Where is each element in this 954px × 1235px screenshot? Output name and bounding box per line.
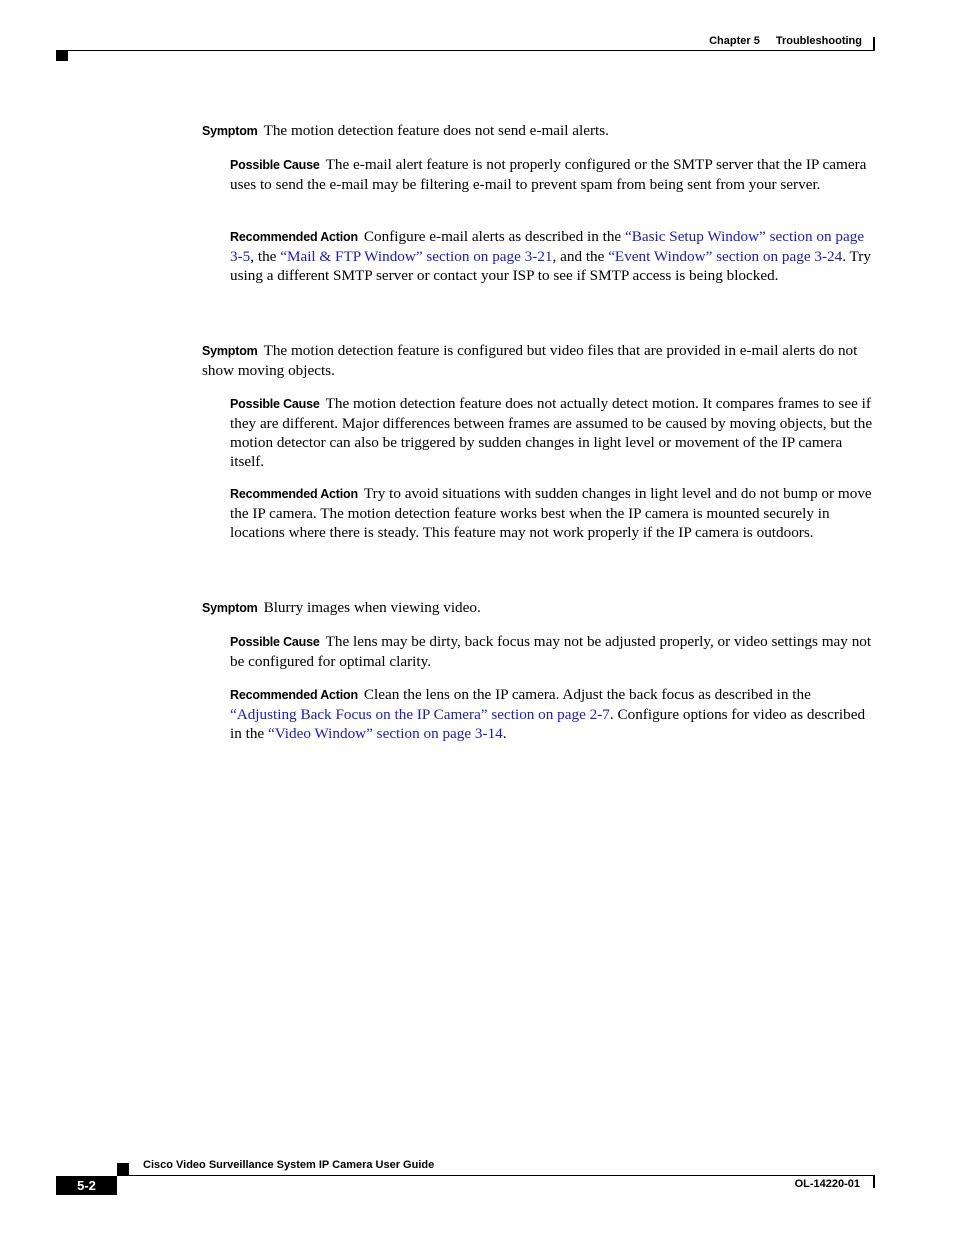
symptom-3 <box>202 598 874 618</box>
possible-cause-2 <box>230 394 874 471</box>
symptom-label: Symptom <box>202 124 258 138</box>
recommended-action-1 <box>230 227 874 285</box>
symptom-text: The motion detection feature does not send e-mail alerts. <box>263 122 609 139</box>
action-text: , and the <box>552 248 609 265</box>
basic-setup-window-link[interactable]: “Basic Setup Window” section on page 3-5 <box>230 228 865 265</box>
recommended-action-label: Recommended Action <box>230 688 358 702</box>
action-text: . <box>502 725 507 742</box>
recommended-action-label: Recommended Action <box>230 230 358 244</box>
symptom-2 <box>202 341 874 380</box>
symptom-text: The motion detection feature is configured but video files that are provided in e-mail alerts do not show moving objects. <box>202 342 858 379</box>
action-text: Try to avoid situations with sudden changes in light level and do not bump or move the IP camera. The motion detection feature works best when the IP camera is mounted securely in locations where there is steady. This feature may not work properly if the IP camera is outdoors. <box>230 485 872 541</box>
symptom-label: Symptom <box>202 601 258 615</box>
event-window-link[interactable]: “Event Window” section on page 3-24 <box>608 248 843 265</box>
possible-cause-text: The motion detection feature does not actually detect motion. It compares frames to see if they are different. Major differences between frames are assumed to be caused by moving objects, but the motion detector can also be triggered by sudden changes in light level or movement of the IP camera itself. <box>230 395 873 470</box>
footer-guide-title: Cisco Video Surveillance System IP Camera User Guide <box>143 1159 435 1171</box>
running-header <box>709 35 862 47</box>
header-section: Troubleshooting <box>775 35 862 47</box>
possible-cause-1 <box>230 155 874 194</box>
footer-rule <box>117 1175 875 1176</box>
recommended-action-label: Recommended Action <box>230 487 358 501</box>
possible-cause-label: Possible Cause <box>230 635 320 649</box>
footer-tick <box>873 1176 875 1188</box>
possible-cause-label: Possible Cause <box>230 158 320 172</box>
page-number: 5-2 <box>56 1176 117 1195</box>
mail-ftp-window-link[interactable]: “Mail & FTP Window” section on page 3-21 <box>280 248 553 265</box>
symptom-text: Blurry images when viewing video. <box>263 599 481 616</box>
recommended-action-2 <box>230 484 874 542</box>
symptom-1 <box>202 121 874 141</box>
footer-marker <box>117 1163 129 1175</box>
recommended-action-3 <box>230 685 874 743</box>
header-tick <box>873 37 875 50</box>
action-text: , the <box>250 248 281 265</box>
possible-cause-3 <box>230 632 874 671</box>
header-rule <box>56 50 875 51</box>
action-text: . Try using a different SMTP server or contact your ISP to see if SMTP access is being blocked. <box>230 248 871 284</box>
possible-cause-label: Possible Cause <box>230 397 320 411</box>
possible-cause-text: The e-mail alert feature is not properly configured or the SMTP server that the IP camera uses to send the e-mail may be filtering e-mail to prevent spam from being sent from your server. <box>230 156 867 193</box>
possible-cause-text: The lens may be dirty, back focus may not be adjusted properly, or video settings may not be configured for optimal clarity. <box>230 633 872 670</box>
header-marker <box>56 51 68 61</box>
action-text: . Configure options for video as described in the <box>230 706 866 742</box>
symptom-label: Symptom <box>202 344 258 358</box>
video-window-link[interactable]: “Video Window” section on page 3-14 <box>267 725 503 742</box>
document-number: OL-14220-01 <box>794 1178 860 1190</box>
header-chapter: Chapter 5 <box>709 35 760 47</box>
action-text: Configure e-mail alerts as described in the <box>363 228 625 245</box>
action-text: Clean the lens on the IP camera. Adjust the back focus as described in the <box>363 686 811 703</box>
adjusting-back-focus-link[interactable]: “Adjusting Back Focus on the IP Camera” section on page 2-7 <box>230 706 610 723</box>
